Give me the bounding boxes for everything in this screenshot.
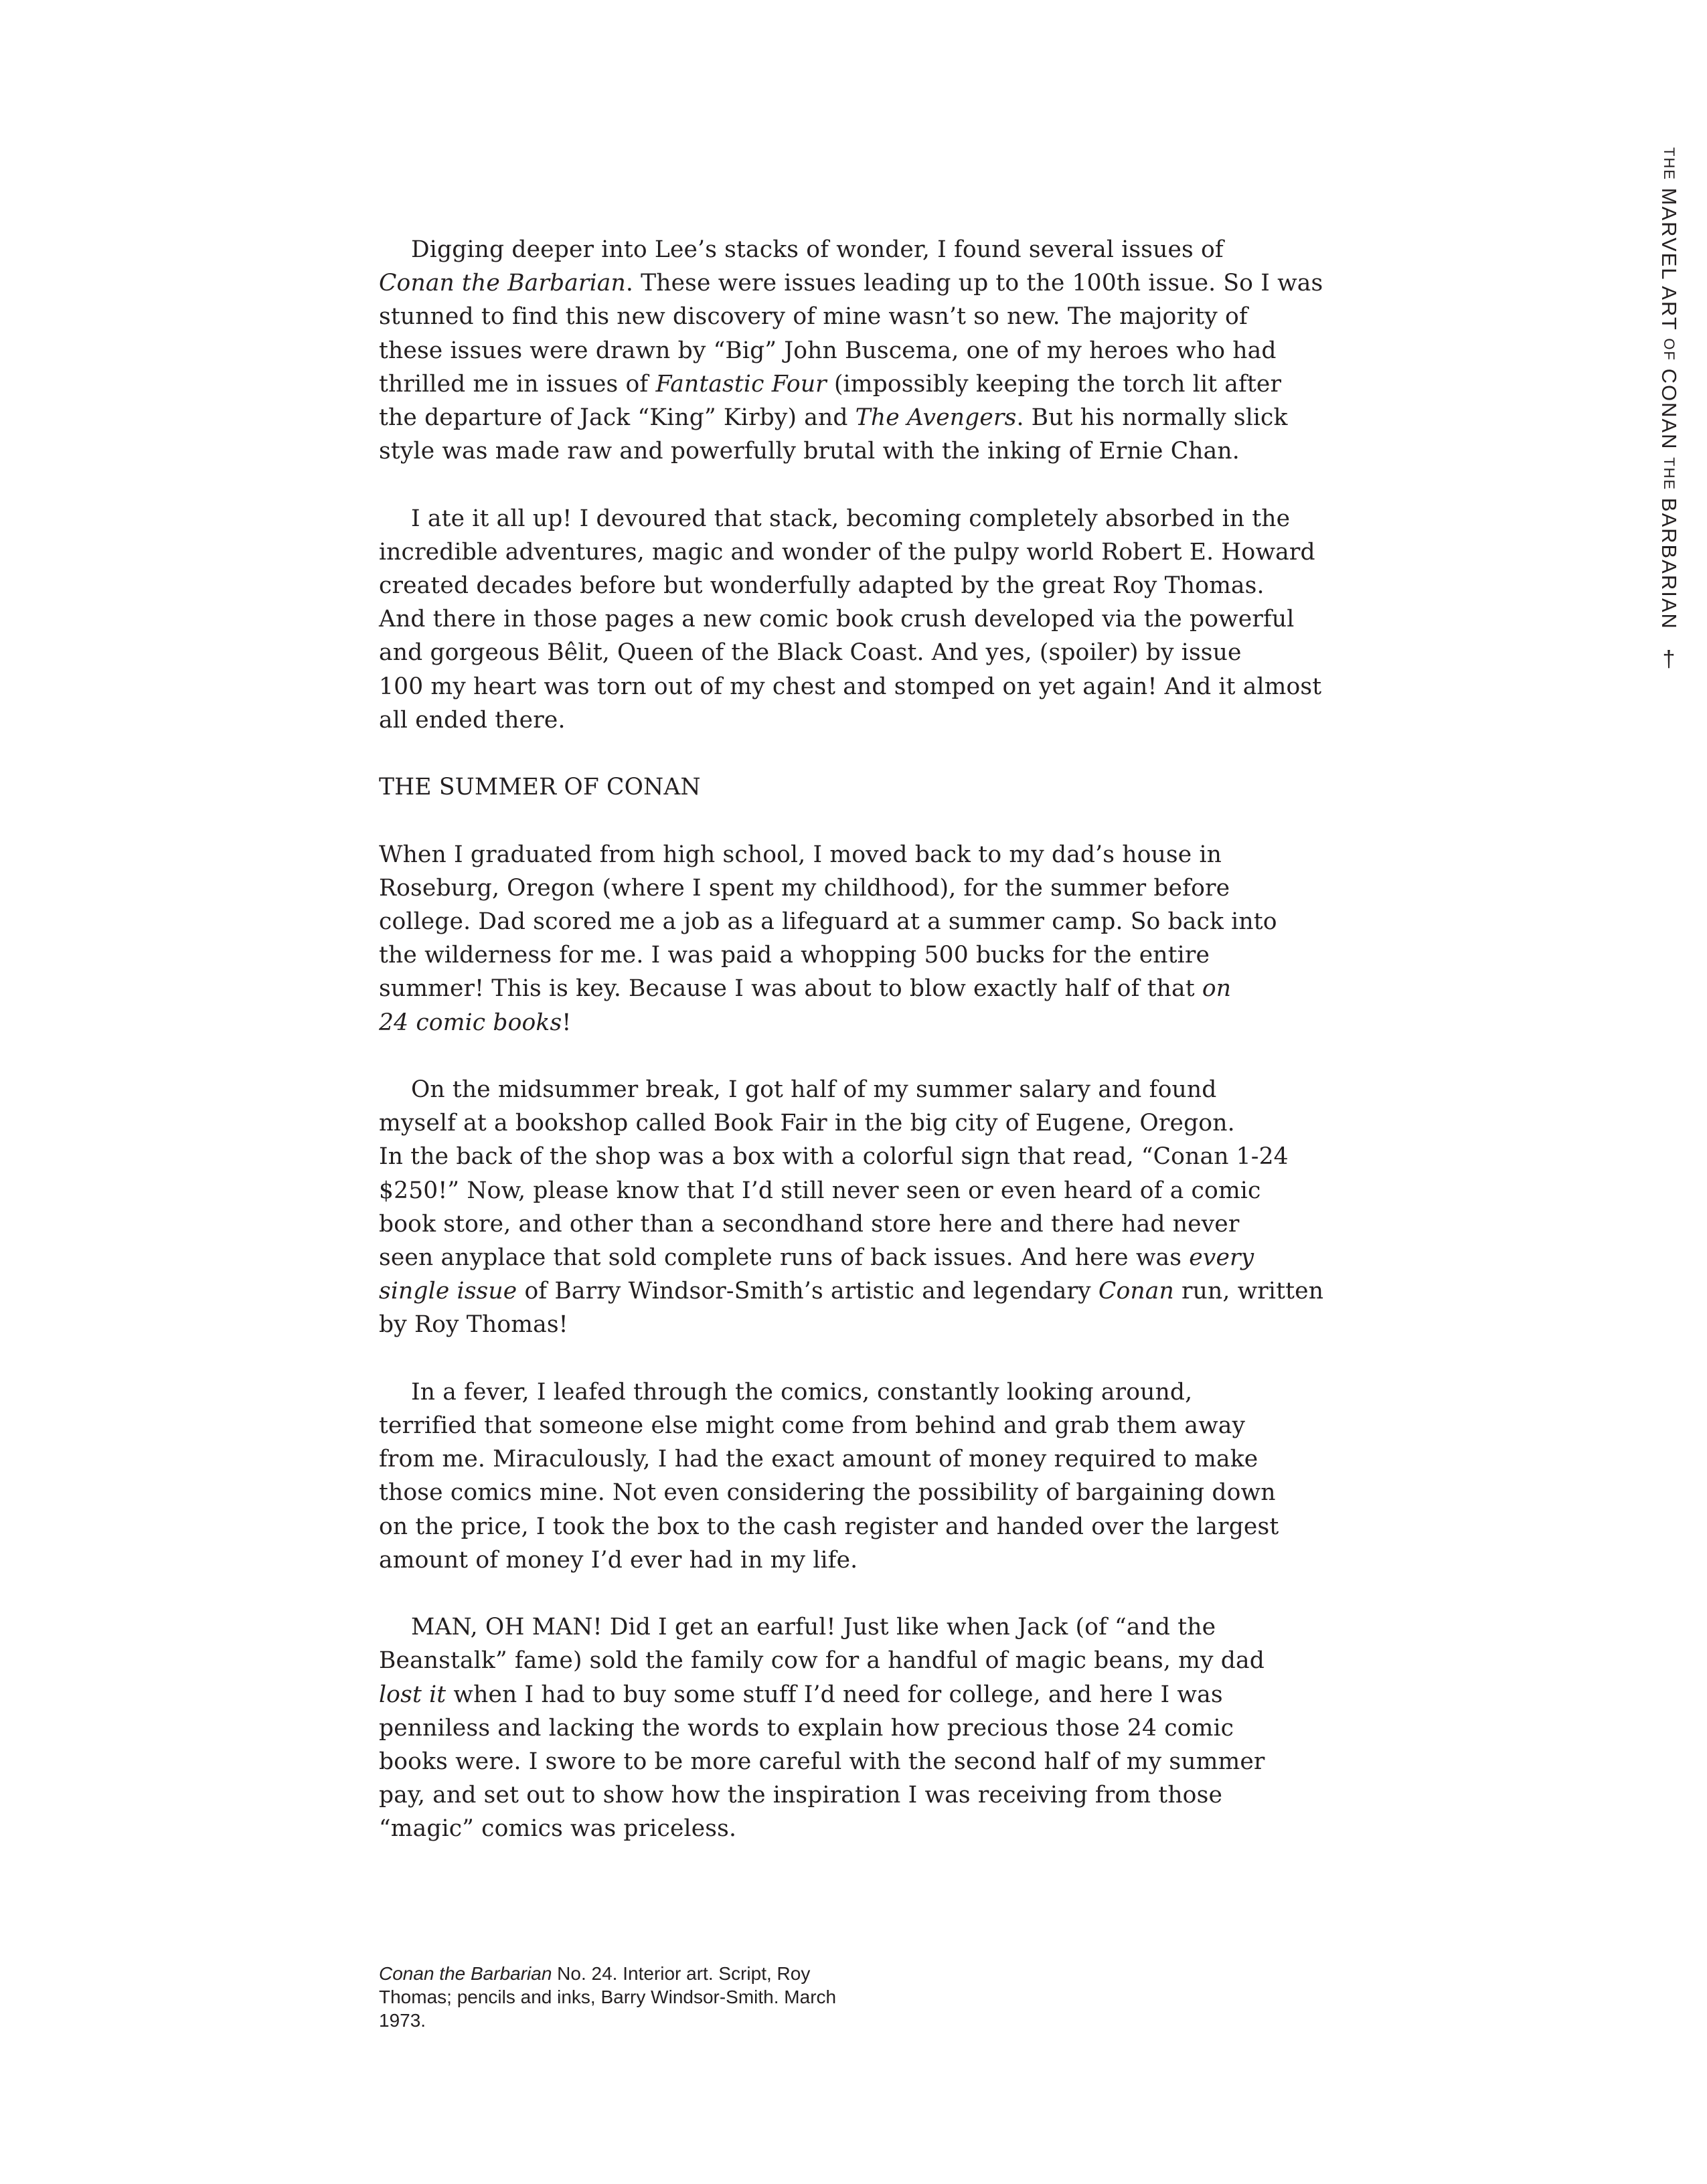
italic-text: The Avengers: [855, 404, 1017, 432]
text-line: Beanstalk” fame) sold the family cow for a handful of magic beans, my dad: [379, 1647, 1265, 1675]
text-line: the departure of Jack “King” Kirby) and The Avengers. But his normally slick: [379, 404, 1288, 432]
text-line: thrilled me in issues of Fantastic Four (impossibly keeping the torch lit after: [379, 370, 1282, 398]
text-line: these issues were drawn by “Big” John Buscema, one of my heroes who had: [379, 337, 1277, 364]
text-line: When I graduated from high school, I moved back to my dad’s house in: [379, 841, 1222, 868]
text-line: summer! This is key. Because I was about to blow exactly half of that on: [379, 975, 1232, 1003]
text-line: seen anyplace that sold complete runs of back issues. And here was every: [379, 1244, 1254, 1272]
text-line: by Roy Thomas!: [379, 1311, 568, 1339]
text-line: books were. I swore to be more careful with the second half of my summer: [379, 1748, 1265, 1776]
text-line: “magic” comics was priceless.: [379, 1815, 737, 1843]
text-line: I ate it all up! I devoured that stack, becoming completely absorbed in the: [411, 505, 1291, 532]
body-text: [379, 233, 1343, 1879]
italic-text: every: [1189, 1244, 1254, 1272]
italic-text: single issue: [379, 1278, 517, 1305]
text-line: In the back of the shop was a box with a colorful sign that read, “Conan 1-24: [379, 1143, 1289, 1171]
running-head-marvel-art: MARVEL ART: [1657, 187, 1681, 331]
text-line: stunned to find this new discovery of mine wasn’t so new. The majority of: [379, 303, 1248, 331]
text-line: those comics mine. Not even considering the possibility of bargaining down: [379, 1479, 1276, 1507]
text-line: on the price, I took the box to the cash register and handed over the largest: [379, 1513, 1279, 1540]
figure-caption: [379, 1962, 928, 2032]
text-line: book store, and other than a secondhand store here and there had never: [379, 1210, 1240, 1238]
section-heading: THE SUMMER OF CONAN: [379, 774, 701, 801]
text-line: all ended there.: [379, 706, 566, 734]
text-line: the wilderness for me. I was paid a whopping 500 bucks for the entire: [379, 942, 1210, 969]
text-line: 24 comic books!: [379, 1009, 572, 1036]
running-head: [1655, 147, 1682, 683]
running-head-barbarian: BARBARIAN: [1657, 497, 1681, 630]
running-head-the-2: THE: [1661, 457, 1678, 491]
text-line: penniless and lacking the words to explain how precious those 24 comic: [379, 1714, 1234, 1742]
text-line: pay, and set out to show how the inspiration I was receiving from those: [379, 1782, 1223, 1809]
text-line: style was made raw and powerfully brutal with the inking of Ernie Chan.: [379, 438, 1240, 465]
running-head-the-1: THE: [1661, 147, 1678, 181]
paragraph-5: [379, 1073, 1343, 1342]
text-line: On the midsummer break, I got half of my summer salary and found: [411, 1076, 1217, 1104]
text-line: college. Dad scored me a job as a lifeguard at a summer camp. So back into: [379, 908, 1277, 936]
running-head-of: OF: [1661, 338, 1678, 361]
text-line: and gorgeous Bêlit, Queen of the Black Coast. And yes, (spoiler) by issue: [379, 639, 1242, 667]
text-line: single issue of Barry Windsor-Smith’s artistic and legendary Conan run, written: [379, 1278, 1324, 1305]
paragraph-7: [379, 1610, 1343, 1845]
text-line: In a fever, I leafed through the comics, constantly looking around,: [411, 1378, 1193, 1406]
text-line: lost it when I had to buy some stuff I’d need for college, and here I was: [379, 1681, 1223, 1708]
text-line: amount of money I’d ever had in my life.: [379, 1546, 858, 1574]
paragraph-1: [379, 233, 1343, 468]
italic-text: Fantastic Four: [655, 370, 827, 398]
text-line: MAN, OH MAN! Did I get an earful! Just like when Jack (of “and the: [411, 1614, 1216, 1641]
italic-text: 24 comic books: [379, 1009, 562, 1036]
text-line: Digging deeper into Lee’s stacks of wonder, I found several issues of: [411, 236, 1224, 263]
paragraph-4: [379, 838, 1343, 1039]
text-line: myself at a bookshop called Book Fair in the big city of Eugene, Oregon.: [379, 1110, 1235, 1137]
text-line: Conan the Barbarian. These were issues leading up to the 100th issue. So I was: [379, 270, 1323, 297]
italic-text: Conan: [1098, 1278, 1174, 1305]
italic-text: on: [1202, 975, 1232, 1003]
italic-text: lost it: [379, 1681, 446, 1708]
caption-line: Thomas; pencils and inks, Barry Windsor-Smith. March: [379, 1987, 837, 2007]
text-line: And there in those pages a new comic book crush developed via the powerful: [379, 606, 1295, 633]
dagger-icon: †: [1656, 646, 1682, 673]
caption-line: 1973.: [379, 2010, 426, 2031]
text-line: incredible adventures, magic and wonder of the pulpy world Robert E. Howard: [379, 538, 1315, 566]
text-line: created decades before but wonderfully adapted by the great Roy Thomas.: [379, 572, 1265, 600]
text-line: terrified that someone else might come from behind and grab them away: [379, 1412, 1246, 1440]
text-line: $250!” Now, please know that I’d still never seen or even heard of a comic: [379, 1177, 1261, 1204]
paragraph-2: [379, 502, 1343, 737]
text-line: from me. Miraculously, I had the exact amount of money required to make: [379, 1446, 1258, 1473]
paragraph-6: [379, 1375, 1343, 1577]
caption-line: Conan the Barbarian No. 24. Interior art. Script, Roy: [379, 1963, 811, 1984]
running-head-conan: CONAN: [1657, 368, 1681, 450]
italic-text: Conan the Barbarian: [379, 270, 626, 297]
italic-text: Conan the Barbarian: [379, 1963, 552, 1984]
text-line: Roseburg, Oregon (where I spent my childhood), for the summer before: [379, 874, 1230, 902]
text-line: 100 my heart was torn out of my chest and stomped on yet again! And it almost: [379, 673, 1322, 700]
